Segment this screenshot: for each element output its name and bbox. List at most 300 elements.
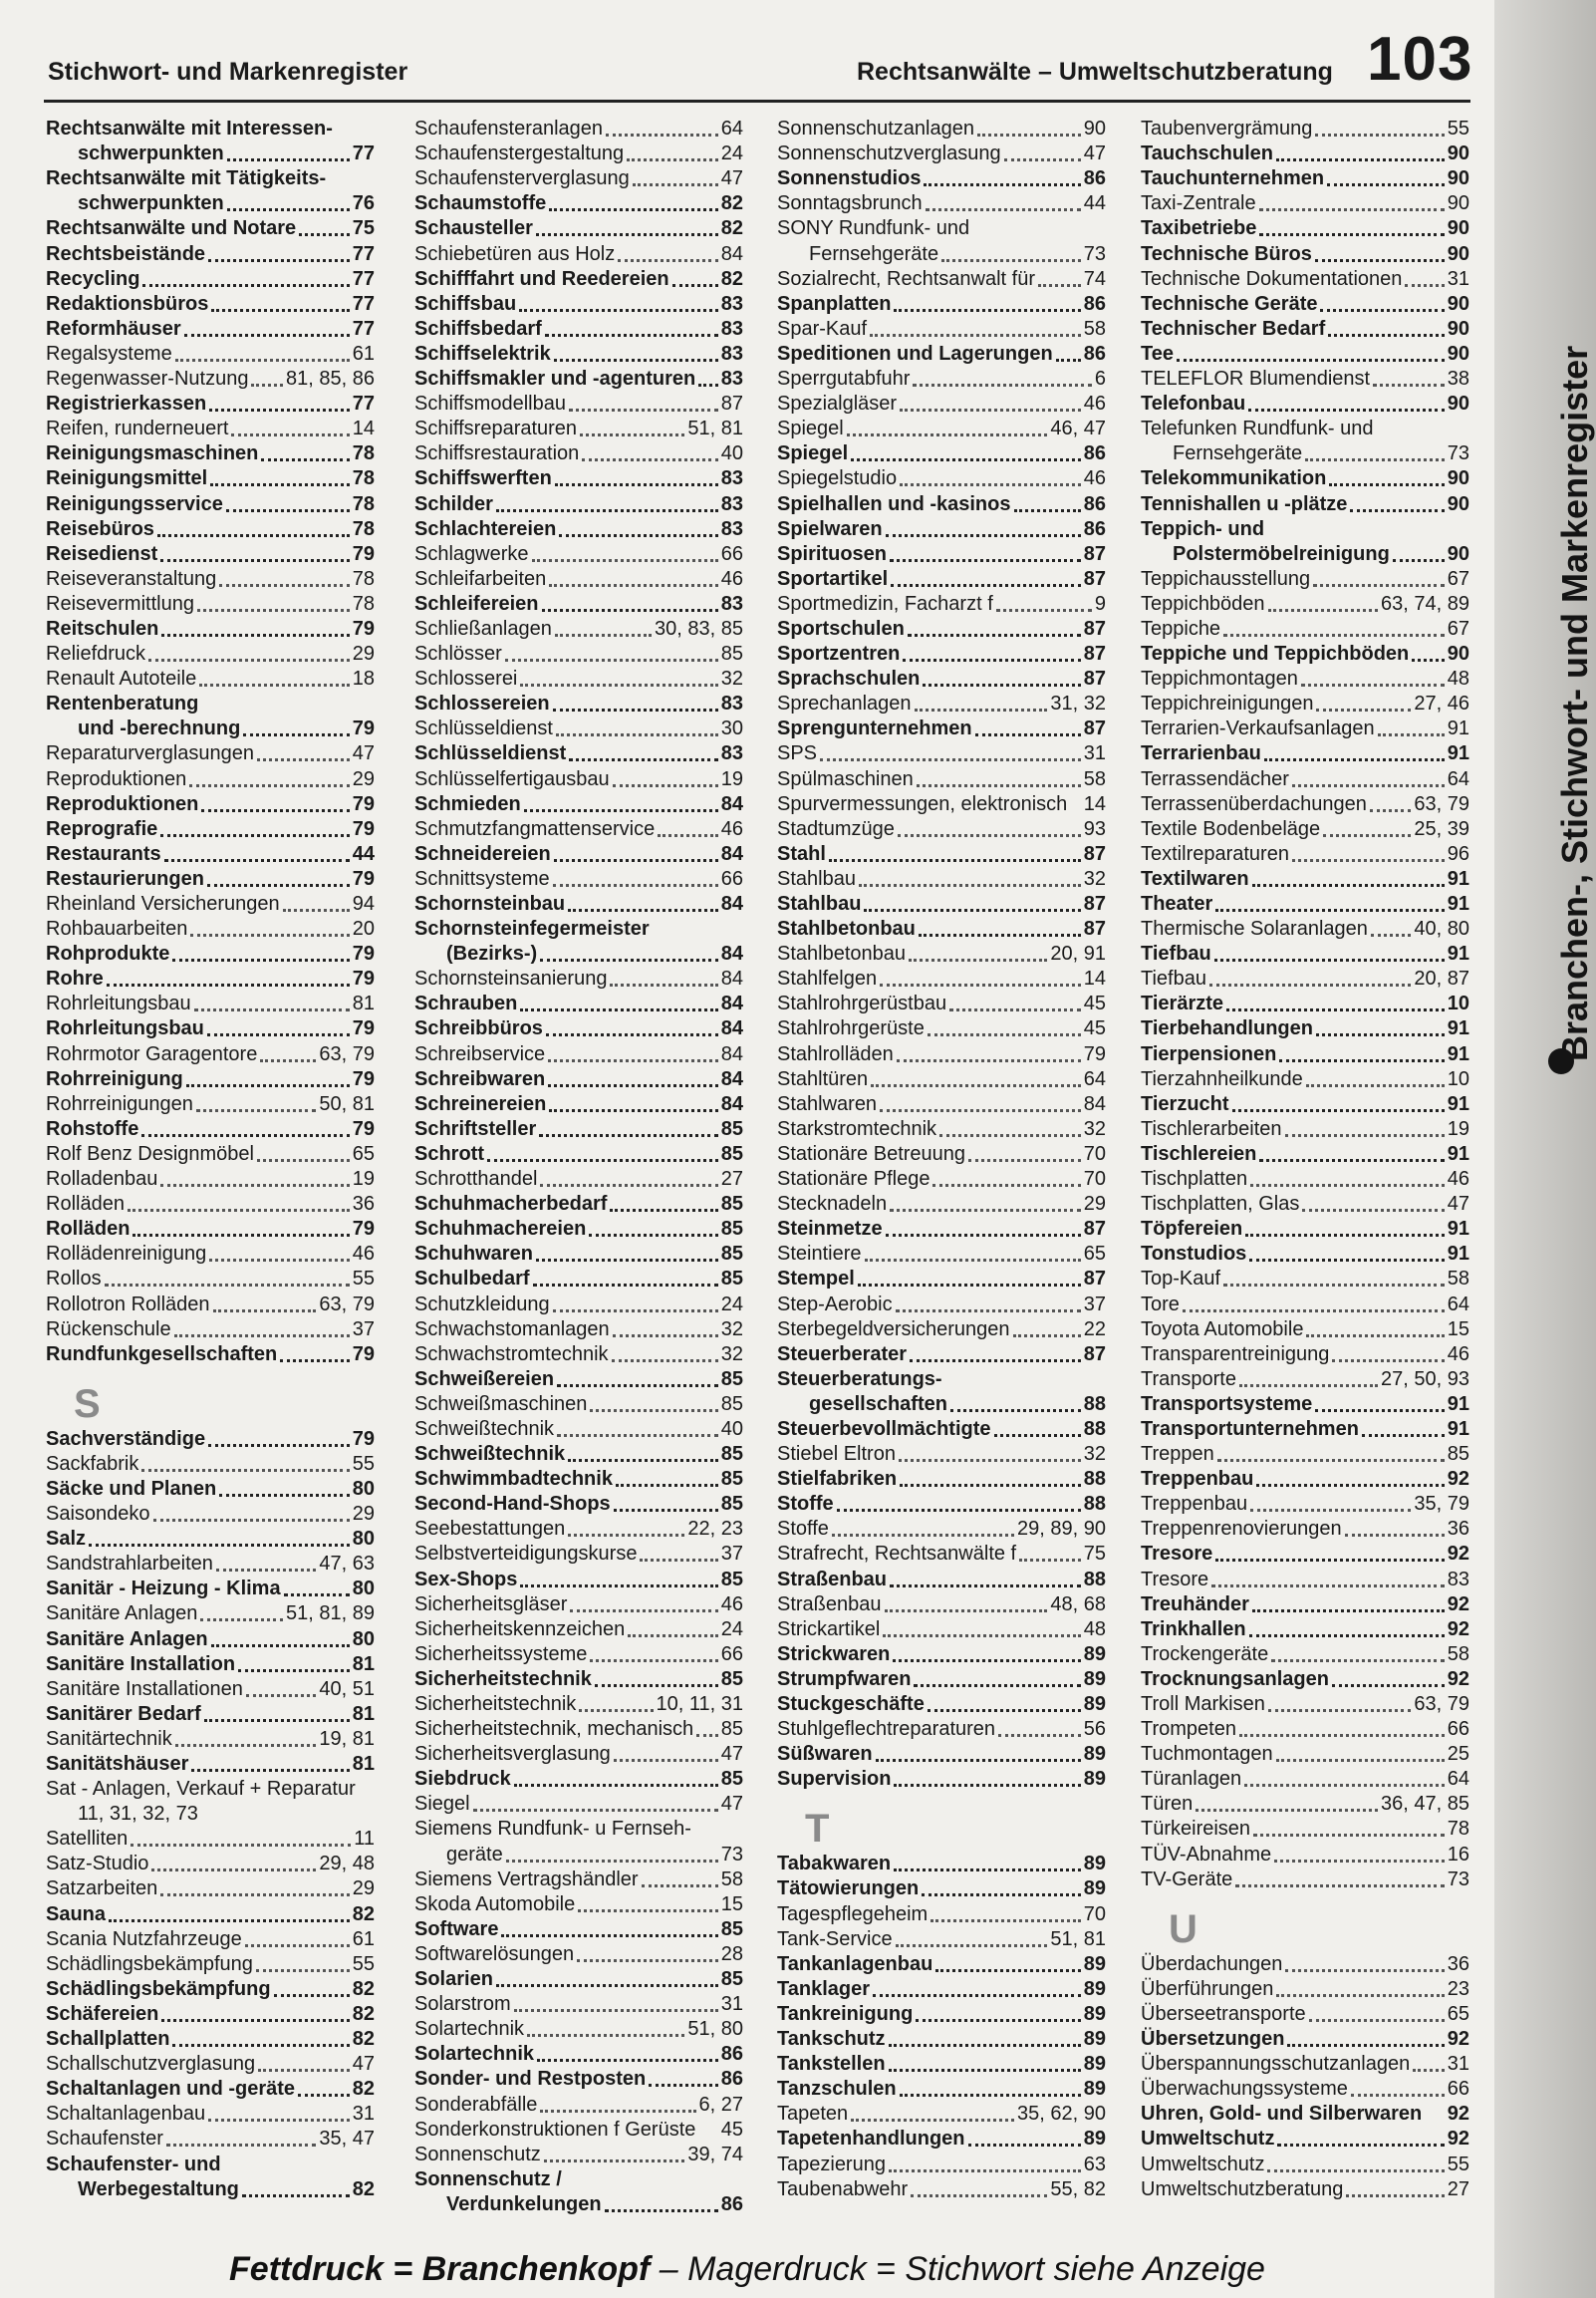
index-entry[interactable]: [46, 317, 375, 342]
index-entry[interactable]: [414, 1867, 743, 1892]
index-entry[interactable]: [46, 992, 375, 1016]
index-entry[interactable]: [1141, 1367, 1469, 1392]
index-entry[interactable]: [777, 2177, 1106, 2202]
index-entry[interactable]: [1141, 1692, 1469, 1717]
index-entry[interactable]: [46, 717, 375, 741]
index-entry[interactable]: [1141, 766, 1469, 791]
index-entry[interactable]: [1141, 1567, 1469, 1591]
index-entry[interactable]: [777, 942, 1106, 967]
index-entry[interactable]: [1141, 142, 1469, 166]
index-entry[interactable]: [46, 1677, 375, 1702]
index-entry[interactable]: [46, 1477, 375, 1502]
index-entry[interactable]: [777, 2002, 1106, 2027]
index-entry[interactable]: [46, 892, 375, 917]
index-entry[interactable]: [46, 2077, 375, 2102]
index-entry[interactable]: [777, 1767, 1106, 1792]
index-entry[interactable]: [46, 1601, 375, 1626]
index-entry[interactable]: [46, 2102, 375, 2127]
index-entry[interactable]: [777, 2127, 1106, 2152]
index-entry[interactable]: [414, 392, 743, 417]
index-entry[interactable]: [777, 692, 1106, 717]
index-entry[interactable]: [1141, 1292, 1469, 1316]
index-entry[interactable]: [414, 842, 743, 867]
index-entry[interactable]: [777, 567, 1106, 592]
index-entry[interactable]: [777, 1142, 1106, 1167]
index-entry[interactable]: [46, 441, 375, 466]
index-entry[interactable]: [414, 142, 743, 166]
index-entry[interactable]: [414, 2017, 743, 2042]
index-entry[interactable]: [1141, 1817, 1469, 1842]
index-entry[interactable]: [414, 692, 743, 717]
index-entry[interactable]: [1141, 1592, 1469, 1617]
index-entry[interactable]: [777, 1692, 1106, 1717]
index-entry[interactable]: [777, 1041, 1106, 1066]
index-entry[interactable]: [414, 342, 743, 367]
index-entry[interactable]: [1141, 642, 1469, 667]
index-entry[interactable]: [46, 367, 375, 392]
index-entry[interactable]: [414, 367, 743, 392]
index-entry[interactable]: [1141, 2127, 1469, 2152]
index-entry[interactable]: [414, 1392, 743, 1417]
index-entry[interactable]: [1141, 1867, 1469, 1892]
index-entry[interactable]: [777, 1852, 1106, 1876]
index-entry[interactable]: [1141, 1192, 1469, 1217]
index-entry[interactable]: [1141, 1242, 1469, 1267]
index-entry[interactable]: [777, 191, 1106, 216]
index-entry[interactable]: [1141, 717, 1469, 741]
index-entry[interactable]: [46, 1827, 375, 1852]
index-entry[interactable]: [414, 1742, 743, 1767]
index-entry[interactable]: [777, 1342, 1106, 1367]
index-entry[interactable]: [414, 2192, 743, 2217]
index-entry[interactable]: [1141, 667, 1469, 692]
index-entry[interactable]: [777, 2052, 1106, 2077]
index-entry[interactable]: [414, 1992, 743, 2017]
index-entry[interactable]: [777, 1927, 1106, 1952]
index-entry[interactable]: [1141, 741, 1469, 766]
index-entry[interactable]: [777, 817, 1106, 842]
index-entry[interactable]: [46, 1067, 375, 1092]
index-entry[interactable]: [414, 1067, 743, 1092]
index-entry[interactable]: [777, 1167, 1106, 1192]
index-entry[interactable]: [777, 617, 1106, 642]
index-entry[interactable]: [46, 1242, 375, 1267]
index-entry[interactable]: [46, 692, 375, 717]
index-entry[interactable]: [777, 1092, 1106, 1117]
index-entry[interactable]: [46, 2177, 375, 2202]
index-entry[interactable]: [777, 1417, 1106, 1442]
index-entry[interactable]: [46, 2152, 375, 2176]
index-entry[interactable]: [777, 417, 1106, 441]
index-entry[interactable]: [414, 1967, 743, 1992]
index-entry[interactable]: [777, 2077, 1106, 2102]
index-entry[interactable]: [414, 792, 743, 817]
index-entry[interactable]: [46, 867, 375, 892]
index-entry[interactable]: [46, 1876, 375, 1901]
index-entry[interactable]: [1141, 892, 1469, 917]
index-entry[interactable]: [777, 292, 1106, 317]
index-entry[interactable]: [46, 2002, 375, 2027]
index-entry[interactable]: [46, 1552, 375, 1577]
index-entry[interactable]: [777, 1317, 1106, 1342]
index-entry[interactable]: [414, 1642, 743, 1667]
index-entry[interactable]: [777, 1742, 1106, 1767]
index-entry[interactable]: [46, 392, 375, 417]
index-entry[interactable]: [414, 1142, 743, 1167]
index-entry[interactable]: [414, 1567, 743, 1591]
index-entry[interactable]: [414, 1267, 743, 1292]
index-entry[interactable]: [777, 792, 1106, 817]
index-entry[interactable]: [414, 491, 743, 516]
index-entry[interactable]: [46, 1041, 375, 1066]
index-entry[interactable]: [414, 317, 743, 342]
index-entry[interactable]: [414, 441, 743, 466]
index-entry[interactable]: [46, 741, 375, 766]
index-entry[interactable]: [414, 741, 743, 766]
index-entry[interactable]: [46, 117, 375, 142]
index-entry[interactable]: [1141, 2077, 1469, 2102]
index-entry[interactable]: [46, 792, 375, 817]
index-entry[interactable]: [414, 542, 743, 567]
index-entry[interactable]: [414, 967, 743, 992]
index-entry[interactable]: [414, 1692, 743, 1717]
index-entry[interactable]: [1141, 1417, 1469, 1442]
index-entry[interactable]: [1141, 2002, 1469, 2027]
index-entry[interactable]: [1141, 1842, 1469, 1867]
index-entry[interactable]: [777, 1117, 1106, 1142]
index-entry[interactable]: [1141, 1317, 1469, 1342]
index-entry[interactable]: [46, 592, 375, 617]
index-entry[interactable]: [414, 992, 743, 1016]
index-entry[interactable]: [1141, 1977, 1469, 2002]
index-entry[interactable]: [777, 1367, 1106, 1392]
index-entry[interactable]: [1141, 1792, 1469, 1817]
index-entry[interactable]: [46, 491, 375, 516]
index-entry[interactable]: [414, 667, 743, 692]
index-entry[interactable]: [46, 191, 375, 216]
index-entry[interactable]: [46, 567, 375, 592]
index-entry[interactable]: [46, 292, 375, 317]
index-entry[interactable]: [414, 1717, 743, 1742]
index-entry[interactable]: [46, 642, 375, 667]
index-entry[interactable]: [777, 1542, 1106, 1567]
index-entry[interactable]: [777, 1467, 1106, 1492]
index-entry[interactable]: [777, 392, 1106, 417]
index-entry[interactable]: [1141, 1167, 1469, 1192]
index-entry[interactable]: [414, 1592, 743, 1617]
index-entry[interactable]: [1141, 617, 1469, 642]
index-entry[interactable]: [1141, 517, 1469, 542]
index-entry[interactable]: [1141, 2152, 1469, 2176]
index-entry[interactable]: [1141, 992, 1469, 1016]
index-entry[interactable]: [1141, 1717, 1469, 1742]
index-entry[interactable]: [414, 117, 743, 142]
index-entry[interactable]: [777, 717, 1106, 741]
index-entry[interactable]: [1141, 1952, 1469, 1977]
index-entry[interactable]: [777, 317, 1106, 342]
index-entry[interactable]: [777, 667, 1106, 692]
index-entry[interactable]: [414, 417, 743, 441]
index-entry[interactable]: [777, 367, 1106, 392]
index-entry[interactable]: [414, 892, 743, 917]
index-entry[interactable]: [414, 1041, 743, 1066]
index-entry[interactable]: [46, 1901, 375, 1926]
index-entry[interactable]: [1141, 567, 1469, 592]
index-entry[interactable]: [777, 1392, 1106, 1417]
index-entry[interactable]: [1141, 1392, 1469, 1417]
index-entry[interactable]: [414, 592, 743, 617]
index-entry[interactable]: [1141, 1617, 1469, 1642]
index-entry[interactable]: [46, 1142, 375, 1167]
index-entry[interactable]: [777, 967, 1106, 992]
index-entry[interactable]: [46, 542, 375, 567]
index-entry[interactable]: [414, 1242, 743, 1267]
index-entry[interactable]: [414, 1442, 743, 1467]
index-entry[interactable]: [777, 992, 1106, 1016]
index-entry[interactable]: [777, 1442, 1106, 1467]
index-entry[interactable]: [414, 1667, 743, 1692]
index-entry[interactable]: [46, 1167, 375, 1192]
index-entry[interactable]: [1141, 1667, 1469, 1692]
index-entry[interactable]: [777, 1567, 1106, 1591]
index-entry[interactable]: [46, 1626, 375, 1651]
index-entry[interactable]: [1141, 1217, 1469, 1242]
index-entry[interactable]: [414, 1767, 743, 1792]
index-entry[interactable]: [777, 1977, 1106, 2002]
index-entry[interactable]: [1141, 942, 1469, 967]
index-entry[interactable]: [777, 216, 1106, 241]
index-entry[interactable]: [414, 517, 743, 542]
index-entry[interactable]: [1141, 1767, 1469, 1792]
index-entry[interactable]: [1141, 216, 1469, 241]
index-entry[interactable]: [46, 1727, 375, 1752]
index-entry[interactable]: [1141, 967, 1469, 992]
index-entry[interactable]: [46, 842, 375, 867]
index-entry[interactable]: [777, 517, 1106, 542]
index-entry[interactable]: [1141, 1041, 1469, 1066]
index-entry[interactable]: [46, 1652, 375, 1677]
index-entry[interactable]: [1141, 792, 1469, 817]
index-entry[interactable]: [46, 766, 375, 791]
index-entry[interactable]: [777, 441, 1106, 466]
index-entry[interactable]: [777, 241, 1106, 266]
index-entry[interactable]: [46, 166, 375, 191]
index-entry[interactable]: [1141, 1092, 1469, 1117]
index-entry[interactable]: [777, 642, 1106, 667]
index-entry[interactable]: [777, 1292, 1106, 1316]
index-entry[interactable]: [414, 1317, 743, 1342]
index-entry[interactable]: [1141, 1492, 1469, 1517]
index-entry[interactable]: [777, 117, 1106, 142]
index-entry[interactable]: [414, 1467, 743, 1492]
index-entry[interactable]: [1141, 1142, 1469, 1167]
index-entry[interactable]: [414, 267, 743, 292]
index-entry[interactable]: [46, 917, 375, 942]
index-entry[interactable]: [46, 1217, 375, 1242]
index-entry[interactable]: [46, 267, 375, 292]
index-entry[interactable]: [414, 1016, 743, 1041]
index-entry[interactable]: [1141, 1342, 1469, 1367]
index-entry[interactable]: [46, 1267, 375, 1292]
index-entry[interactable]: [46, 1317, 375, 1342]
index-entry[interactable]: [46, 1527, 375, 1552]
index-entry[interactable]: [777, 1592, 1106, 1617]
index-entry[interactable]: [777, 542, 1106, 567]
index-entry[interactable]: [414, 617, 743, 642]
index-entry[interactable]: [777, 142, 1106, 166]
index-entry[interactable]: [46, 1092, 375, 1117]
index-entry[interactable]: [46, 667, 375, 692]
index-entry[interactable]: [46, 1427, 375, 1452]
index-entry[interactable]: [414, 1517, 743, 1542]
index-entry[interactable]: [777, 917, 1106, 942]
index-entry[interactable]: [414, 1292, 743, 1316]
index-entry[interactable]: [777, 1067, 1106, 1092]
index-entry[interactable]: [777, 867, 1106, 892]
index-entry[interactable]: [777, 1492, 1106, 1517]
index-entry[interactable]: [1141, 1267, 1469, 1292]
index-entry[interactable]: [1141, 1517, 1469, 1542]
index-entry[interactable]: [1141, 392, 1469, 417]
index-entry[interactable]: [1141, 267, 1469, 292]
side-tab-label[interactable]: Branchen-, Stichwort- und Markenregister: [1554, 345, 1595, 1061]
index-entry[interactable]: [414, 1167, 743, 1192]
index-entry[interactable]: [777, 1242, 1106, 1267]
index-entry[interactable]: [46, 967, 375, 992]
index-entry[interactable]: [414, 1942, 743, 1967]
index-entry[interactable]: [1141, 367, 1469, 392]
index-entry[interactable]: [1141, 1742, 1469, 1767]
index-entry[interactable]: [46, 1752, 375, 1777]
index-entry[interactable]: [777, 166, 1106, 191]
index-entry[interactable]: [414, 2118, 743, 2143]
index-entry[interactable]: [46, 1852, 375, 1876]
index-entry[interactable]: [1141, 867, 1469, 892]
index-entry[interactable]: [1141, 842, 1469, 867]
index-entry[interactable]: [414, 1792, 743, 1817]
index-entry[interactable]: [777, 1192, 1106, 1217]
index-entry[interactable]: [414, 2167, 743, 2192]
index-entry[interactable]: [414, 191, 743, 216]
index-entry[interactable]: [777, 1517, 1106, 1542]
index-entry[interactable]: [46, 466, 375, 491]
index-entry[interactable]: [777, 2102, 1106, 2127]
index-entry[interactable]: [777, 1876, 1106, 1901]
index-entry[interactable]: [414, 2092, 743, 2117]
index-entry[interactable]: [1141, 241, 1469, 266]
index-entry[interactable]: [414, 466, 743, 491]
index-entry[interactable]: [777, 1217, 1106, 1242]
index-entry[interactable]: [1141, 1016, 1469, 1041]
index-entry[interactable]: [777, 491, 1106, 516]
index-entry[interactable]: [46, 2027, 375, 2052]
index-entry[interactable]: [1141, 1467, 1469, 1492]
index-entry[interactable]: [414, 1217, 743, 1242]
index-entry[interactable]: [777, 892, 1106, 917]
index-entry[interactable]: [1141, 441, 1469, 466]
index-entry[interactable]: [1141, 542, 1469, 567]
index-entry[interactable]: [414, 867, 743, 892]
index-entry[interactable]: [1141, 1117, 1469, 1142]
index-entry[interactable]: [414, 817, 743, 842]
index-entry[interactable]: [46, 1977, 375, 2002]
index-entry[interactable]: [414, 1917, 743, 1942]
index-entry[interactable]: [1141, 1442, 1469, 1467]
index-entry[interactable]: [414, 241, 743, 266]
index-entry[interactable]: [414, 1342, 743, 1367]
index-entry[interactable]: [46, 1502, 375, 1527]
index-entry[interactable]: [46, 1777, 375, 1802]
index-entry[interactable]: [46, 1952, 375, 1977]
index-entry[interactable]: [414, 1092, 743, 1117]
index-entry[interactable]: [777, 1667, 1106, 1692]
index-entry[interactable]: [414, 1367, 743, 1392]
index-entry[interactable]: [777, 766, 1106, 791]
index-entry[interactable]: [777, 1617, 1106, 1642]
index-entry[interactable]: [46, 1577, 375, 1601]
index-entry[interactable]: [1141, 1642, 1469, 1667]
index-entry[interactable]: [46, 517, 375, 542]
index-entry[interactable]: [414, 2143, 743, 2167]
index-entry[interactable]: [46, 1292, 375, 1316]
index-entry[interactable]: [46, 1016, 375, 1041]
index-entry[interactable]: [46, 1927, 375, 1952]
index-entry[interactable]: [414, 567, 743, 592]
index-entry[interactable]: [1141, 191, 1469, 216]
index-entry[interactable]: [414, 717, 743, 741]
index-entry[interactable]: [777, 741, 1106, 766]
index-entry[interactable]: [1141, 692, 1469, 717]
index-entry[interactable]: [414, 1492, 743, 1517]
index-entry[interactable]: [414, 166, 743, 191]
index-entry[interactable]: [414, 1817, 743, 1842]
index-entry[interactable]: [1141, 592, 1469, 617]
index-entry[interactable]: [414, 766, 743, 791]
index-entry[interactable]: [46, 241, 375, 266]
index-entry[interactable]: [1141, 491, 1469, 516]
index-entry[interactable]: [777, 267, 1106, 292]
index-entry[interactable]: [777, 1016, 1106, 1041]
index-entry[interactable]: [414, 216, 743, 241]
index-entry[interactable]: [46, 1192, 375, 1217]
index-entry[interactable]: [777, 2027, 1106, 2052]
index-entry[interactable]: [414, 1842, 743, 1867]
index-entry[interactable]: [46, 216, 375, 241]
index-entry[interactable]: [46, 417, 375, 441]
index-entry[interactable]: [777, 1901, 1106, 1926]
index-entry[interactable]: [1141, 2102, 1469, 2127]
index-entry[interactable]: [414, 1617, 743, 1642]
index-entry[interactable]: [777, 1267, 1106, 1292]
index-entry[interactable]: [1141, 817, 1469, 842]
index-entry[interactable]: [777, 1717, 1106, 1742]
index-entry[interactable]: [414, 1892, 743, 1917]
index-entry[interactable]: [777, 1952, 1106, 1977]
index-entry[interactable]: [414, 917, 743, 942]
index-entry[interactable]: [1141, 2027, 1469, 2052]
index-entry[interactable]: [777, 842, 1106, 867]
index-entry[interactable]: [1141, 292, 1469, 317]
index-entry[interactable]: [1141, 342, 1469, 367]
index-entry[interactable]: [46, 617, 375, 642]
index-entry[interactable]: [46, 1702, 375, 1727]
index-entry[interactable]: [414, 1117, 743, 1142]
index-entry[interactable]: [46, 1802, 375, 1827]
index-entry[interactable]: [1141, 1067, 1469, 1092]
index-entry[interactable]: [414, 1192, 743, 1217]
index-entry[interactable]: [1141, 466, 1469, 491]
index-entry[interactable]: [1141, 417, 1469, 441]
